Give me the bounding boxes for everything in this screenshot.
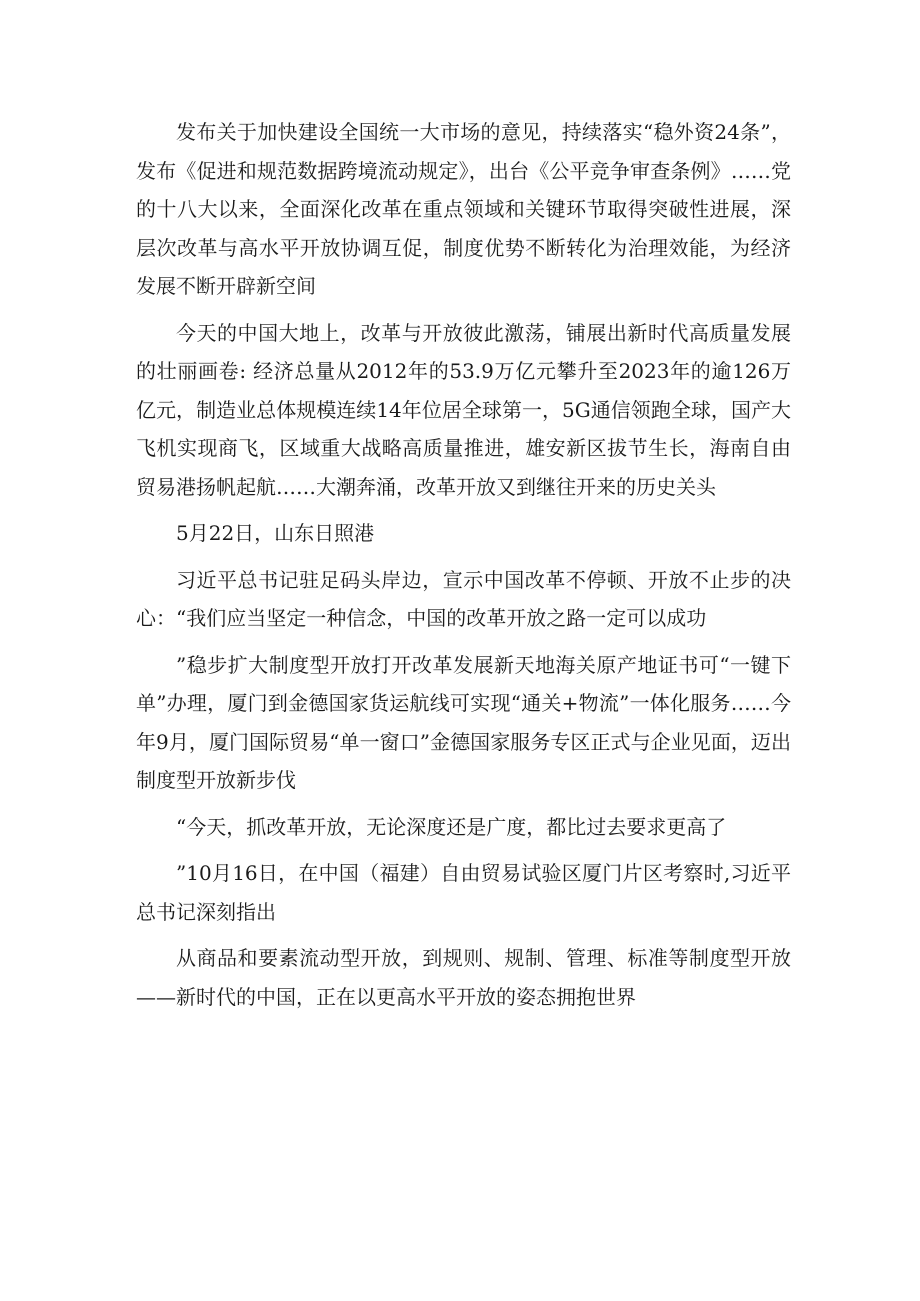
paragraph-4: 习近平总书记驻足码头岸边，宣示中国改革不停顿、开放不止步的决心：“我们应当坚定一种信念，中国的改革开放之路一定可以成功	[136, 567, 791, 630]
paragraph-7: ”10月16日，在中国（福建）自由贸易试验区厦门片区考察时,习近平总书记深刻指出	[136, 861, 791, 924]
document-body	[136, 113, 791, 1016]
paragraph-2: 今天的中国大地上，改革与开放彼此激荡，铺展出新时代高质量发展的壮丽画卷: 经济总量从2012年的53.9万亿元攀升至2023年的逾126万亿元，制造业总体规模连续14年位居全球第一，5G通信领跑全球，国产大飞机实现商飞，区域重大战略高质量推进，雄安新区拔节生长，海南自由贸易港扬帆起航……大潮奔涌，改革开放又到继往开来的历史关头	[136, 320, 791, 499]
paragraph-8: 从商品和要素流动型开放，到规则、规制、管理、标准等制度型开放——新时代的中国，正在以更高水平开放的姿态拥抱世界	[136, 946, 791, 1009]
paragraph-6: “今天，抓改革开放，无论深度还是广度，都比过去要求更高了	[176, 814, 727, 839]
paragraph-1: 发布关于加快建设全国统一大市场的意见，持续落实“稳外资24条”，发布《促进和规范数据跨境流动规定》，出台《公平竞争审查条例》……党的十八大以来，全面深化改革在重点领域和关键环节取得突破性进展，深层次改革与高水平开放协调互促，制度优势不断转化为治理效能，为经济发展不断开辟新空间	[136, 120, 791, 298]
paragraph-5: ”稳步扩大制度型开放打开改革发展新天地海关原产地证书可“一键下单”办理，厦门到金德国家货运航线可实现“通关+物流”一体化服务……今年9月，厦门国际贸易“单一窗口”金德国家服务专区正式与企业见面，迈出制度型开放新步伐	[136, 652, 791, 792]
paragraph-3: 5月22日，山东日照港	[176, 521, 375, 545]
